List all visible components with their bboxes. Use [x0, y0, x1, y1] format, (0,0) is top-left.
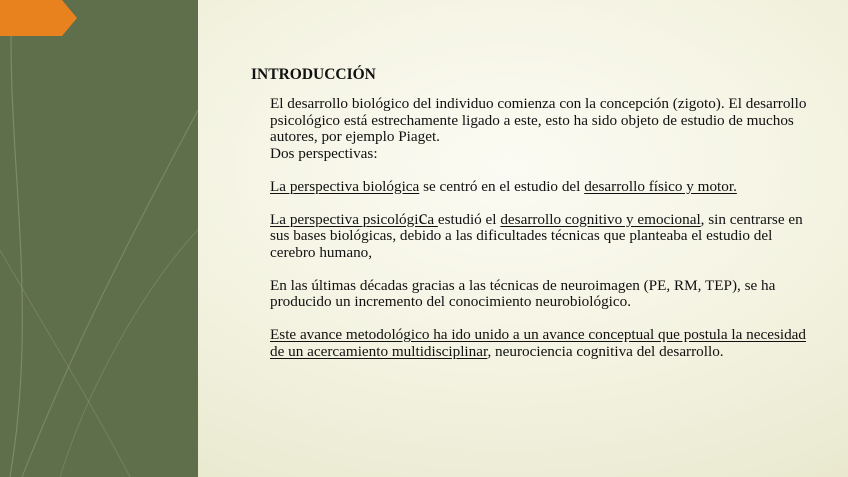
body-text [270, 96, 811, 360]
methodological-advance-link: Este avance metodológico ha ido unido a un avance conceptual que postula la necesidad de un acercamiento multidisciplinar [270, 326, 807, 360]
paragraph-psychological [270, 206, 811, 262]
methodology-text: , neurociencia cognitiva del desarrollo. [487, 342, 724, 360]
biological-text: se centró en el estudio del [419, 177, 585, 195]
paragraph-biological [270, 179, 811, 196]
slide-title: INTRODUCCIÓN [251, 66, 376, 83]
physical-development-link: desarrollo físico y motor. [584, 177, 737, 195]
decorative-curves [0, 0, 198, 477]
paragraph-perspectives: Dos perspectivas: [270, 144, 378, 162]
paragraph-neuroimaging: En las últimas décadas gracias a las técnicas de neuroimagen (PE, RM, TEP), se ha producido un incremento del conocimiento neurobiológico. [270, 276, 776, 310]
sidebar-panel [0, 0, 198, 477]
cognitive-development-link: desarrollo cognitivo y emocional [500, 210, 701, 228]
content-area [251, 66, 811, 360]
paragraph-methodology [270, 327, 811, 360]
biological-perspective-link: La perspectiva biológica [270, 177, 420, 195]
arrow-icon [0, 0, 77, 36]
psychological-perspective-link: La perspectiva psicológica [270, 206, 438, 229]
psychological-text: estudió el [437, 210, 501, 228]
psychological-text-rest: , sin centrarse en sus bases biológicas, debido a las dificultades técnicas que planteaba el estudio del cerebro humano, [270, 210, 803, 261]
paragraph-intro: El desarrollo biológico del individuo comienza con la concepción (zigoto). El desarrollo psicológico está estrechamente ligado a este, esto ha sido objeto de estudio de muchos autores, por ejemplo Piaget. [270, 95, 807, 145]
